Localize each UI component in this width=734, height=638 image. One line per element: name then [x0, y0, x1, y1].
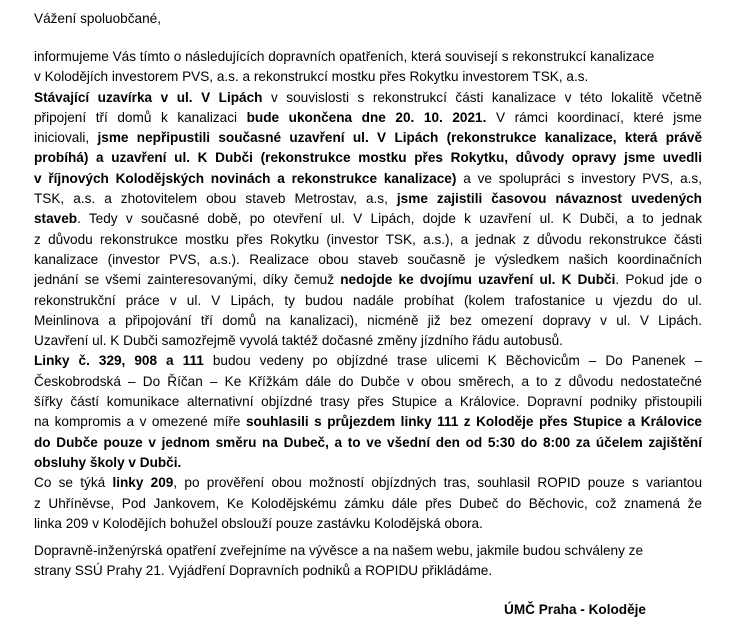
text-run: jednání se všemi zainteresovanými, díky čemuž	[34, 272, 341, 288]
text-run: Českobrodská – Do Říčan – Ke Křížkám dále do Dubče v obou směrech, a to z důvodu nedostatečné	[34, 373, 702, 389]
text-line	[34, 189, 702, 209]
text-line	[34, 561, 702, 581]
text-line	[34, 128, 702, 148]
bold-text: nedojde ke dvojímu uzavření ul. K Dubči	[340, 272, 616, 288]
bold-text: obsluhy školy v Dubči.	[34, 454, 182, 470]
paragraph-main	[34, 47, 702, 534]
text-line	[34, 331, 702, 351]
text-line	[34, 230, 702, 250]
bold-text: jsme nepřipustili současné uzavření ul. V Lipách (rekonstrukce kanalizace, která právě	[97, 130, 702, 146]
text-line	[34, 47, 702, 67]
text-run: na kompromis a v omezené míře	[34, 414, 246, 430]
text-line	[34, 67, 702, 87]
text-run: informujeme Vás tímto o následujících dopravních opatřeních, která souvisejí s rekonstrukcí kanalizace	[34, 49, 655, 64]
text-line	[34, 494, 702, 514]
text-line	[34, 169, 702, 189]
text-run: , po prověření obou možností objízdných tras, souhlasil ROPID pouze s variantou	[173, 475, 702, 491]
text-run: budou vedeny po objízdné trase ulicemi K Běchovicům – Do Panenek –	[203, 353, 702, 369]
text-line	[34, 433, 702, 453]
text-line	[34, 148, 702, 168]
bold-text: bude ukončena dne 20. 10. 2021.	[246, 109, 487, 125]
text-run: Dopravně-inženýrská opatření zveřejníme na vývěsce a na našem webu, jakmile budou schváleny ze	[34, 543, 644, 558]
text-run: Uzavření ul. K Dubči samozřejmě vyvolá taktéž dočasné změny jízdního řádu autobusů.	[34, 333, 563, 349]
text-line	[34, 209, 702, 229]
text-line	[34, 311, 702, 331]
text-line	[34, 473, 702, 493]
text-line	[34, 351, 702, 371]
text-run: z důvodu rekonstrukce mostku přes Rokytku (investor TSK, a.s.), a jednak z důvodu rekonstrukce části	[34, 231, 702, 247]
text-run: . Tedy v současné době, po otevření ul. V Lipách, dojde k uzavření ul. K Dubči, a to jednak	[77, 211, 702, 227]
text-run: linka 209 v Kolodějích bohužel obslouží pouze zastávku Kolodějská obora.	[34, 515, 483, 531]
bold-text: do Dubče pouze v jednom směru na Dubeč, a to ve všední den od 5:30 do 8:00 za účelem zajištění	[34, 434, 702, 450]
text-line	[34, 392, 702, 412]
bold-text: Stávající uzavírka v ul. V Lipách	[34, 89, 263, 105]
text-run: TSK, a.s. a zhotovitelem obou staveb Metrostav, a.s,	[34, 191, 397, 207]
greeting: Vážení spoluobčané,	[34, 11, 161, 26]
text-line	[34, 270, 702, 290]
text-run: připojení tří domů k kanalizaci	[34, 109, 247, 125]
bold-text: souhlasili s průjezdem linky 111 z Koloděje přes Stupice a Královice	[245, 414, 702, 430]
text-run: strany SSÚ Prahy 21. Vyjádření Dopravních podniků a ROPIDU přikládáme.	[34, 563, 493, 579]
text-line	[34, 88, 702, 108]
text-run: šířky částí komunikace alternativní objízdné trasy přes Stupice a Královice. Dopravní podniky přistoupili	[34, 394, 702, 410]
text-run: . Pokud jde o	[615, 272, 702, 288]
text-run: Co se týká	[34, 475, 113, 491]
bold-text: Linky č. 329, 908 a 111	[34, 353, 204, 369]
bold-text: v říjnových Kolodějských novinách a rekonstrukce kanalizace)	[34, 170, 457, 186]
text-run: z Uhříněvse, Pod Jankovem, Ke Kolodějskému zámku dále přes Dubeč do Běchovic, což znamená že	[34, 495, 702, 511]
text-run: v Kolodějích investorem PVS, a.s. a rekonstrukcí mostku přes Rokytku investorem TSK, a.s.	[34, 69, 589, 85]
text-line	[34, 372, 702, 392]
text-line	[34, 541, 702, 561]
text-run: rekonstrukční práce v ul. V Lipách, ty budou nadále probíhat (kolem trafostanice u vjezdu do ul.	[34, 292, 702, 308]
text-run: a ve spolupráci s investory PVS, a.s,	[456, 170, 702, 186]
text-line	[34, 108, 702, 128]
bold-text: probíhá) a uzavření ul. K Dubči (rekonstrukce mostku přes Rokytku, důvody opravy jsme uvedli	[34, 150, 702, 166]
text-run: kanalizace (investor PVS, a.s.). Realizace obou staveb současně je výsledkem našich koordinačních	[34, 251, 702, 267]
text-run: v souvislosti s rekonstrukcí části kanalizace v této lokalitě včetně	[262, 89, 702, 105]
text-line	[34, 412, 702, 432]
text-line	[34, 250, 702, 270]
text-line	[34, 453, 702, 473]
bold-text: jsme zajistili časovou návaznost uvedených	[396, 191, 702, 207]
signature: ÚMČ Praha - Koloděje	[504, 602, 646, 617]
text-run: V rámci koordinací, které jsme	[486, 109, 702, 125]
bold-text: staveb	[34, 211, 78, 227]
paragraph-closing	[34, 541, 702, 582]
bold-text: linky 209	[112, 475, 174, 491]
text-run: Meinlinova a připojování tří domů na kanalizaci), nicméně již bez omezení dopravy v ul. V Lipách.	[34, 312, 702, 328]
text-line	[34, 291, 702, 311]
text-line	[34, 514, 702, 534]
text-run: iniciovali,	[34, 130, 98, 146]
